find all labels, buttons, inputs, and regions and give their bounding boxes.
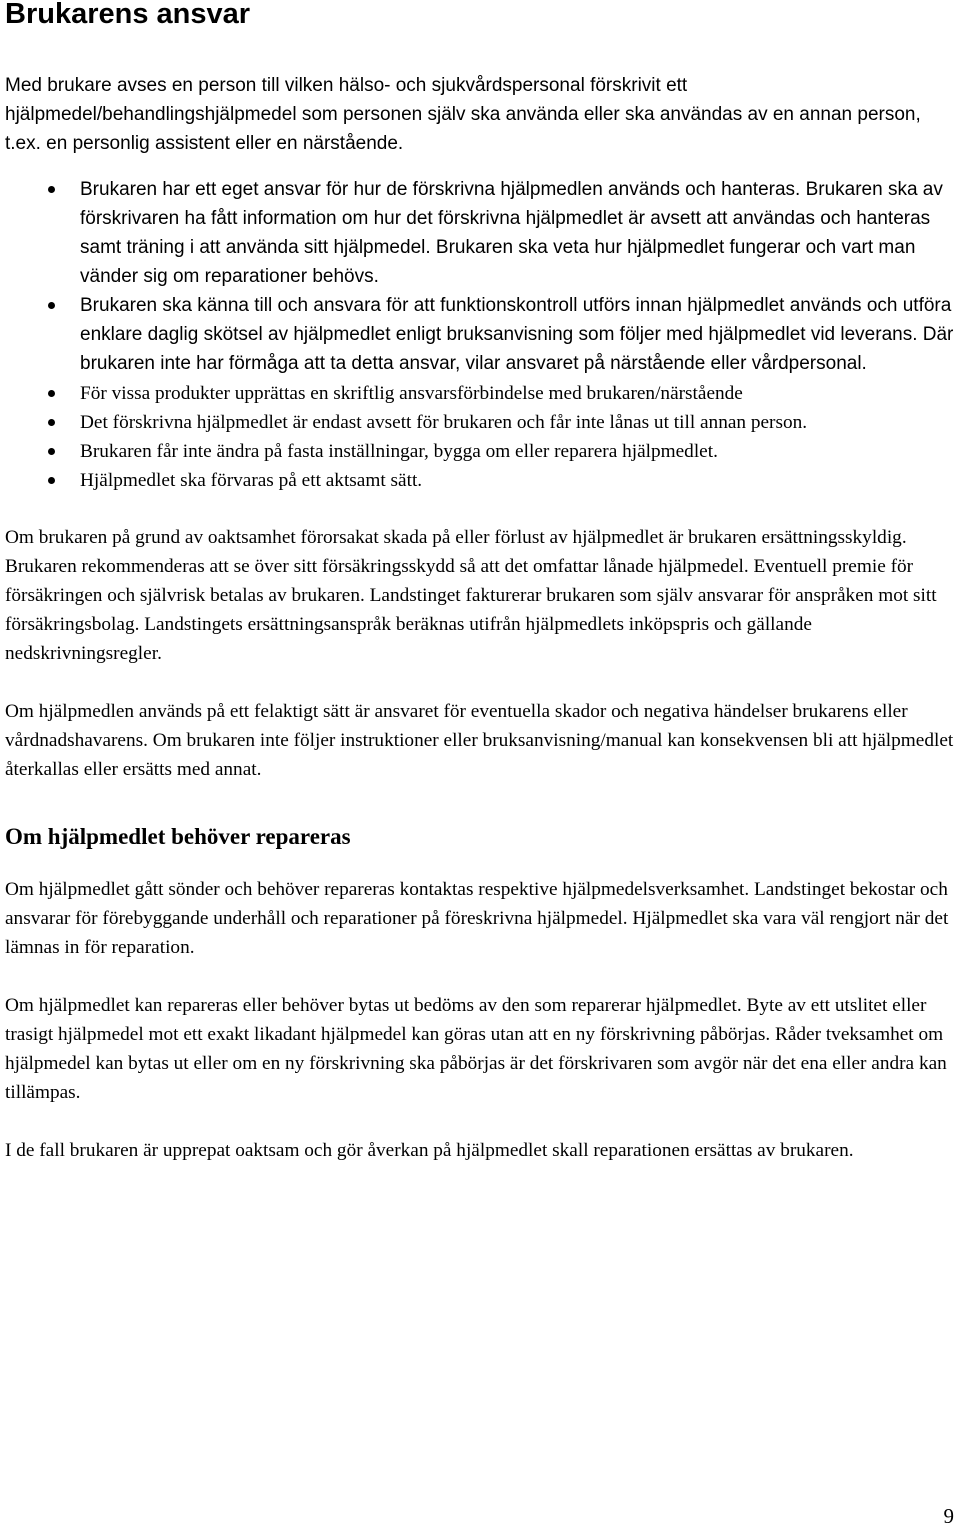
responsibility-list-continued xyxy=(5,379,955,495)
repair-paragraph-2: Om hjälpmedlet kan repareras eller behöver bytas ut bedöms av den som reparerar hjälpmedlet. Byte av ett utslitet eller trasigt hjälpmedel mot ett exakt likadant hjälpmedel kan göras utan att en ny förskrivning påbörjas. Råder tveksamhet om hjälpmedel kan bytas ut eller om en ny förskrivning ska påbörjas är det förskrivaren som avgör när det ena eller andra kan tillämpas. xyxy=(5,995,947,1103)
list-item xyxy=(5,379,955,408)
bullet-icon xyxy=(48,390,55,397)
list-item-text: Brukaren ska känna till och ansvara för att funktionskontroll utförs innan hjälpmedlet används och utföra enklare daglig skötsel av hjälpmedlet enligt bruksanvisning som följer med hjälpmedlet vid leverans. Där brukaren inte har förmåga att ta detta ansvar, vilar ansvaret på närstående eller vårdpersonal. xyxy=(80,295,954,374)
intro-paragraph: Med brukare avses en person till vilken hälso- och sjukvårdspersonal förskrivit ett hjälpmedel/behandlingshjälpmedel som personen själv ska använda eller ska användas av en annan person, t.ex. en personlig assistent eller en närstående. xyxy=(5,75,921,154)
bullet-icon xyxy=(48,477,55,484)
bullet-icon xyxy=(48,302,55,309)
damage-paragraph: Om brukaren på grund av oaktsamhet förorsakat skada på eller förlust av hjälpmedlet är brukaren ersättningsskyldig. Brukaren rekommenderas att se över sitt försäkringsskydd så att det omfattar lånade hjälpmedel. Eventuell premie för försäkringen och självrisk betalas av brukaren. Landstinget fakturerar brukaren som själv ansvarar för anspråken mot sitt försäkringsbolag. Landstingets ersättningsanspråk beräknas utifrån hjälpmedlets inköpspris och gällande nedskrivningsregler. xyxy=(5,527,937,664)
repair-paragraph-1: Om hjälpmedlet gått sönder och behöver repareras kontaktas respektive hjälpmedelsverksamhet. Landstinget bekostar och ansvarar för förebyggande underhåll och reparationer på föreskrivna hjälpmedel. Hjälpmedlet ska vara väl rengjort när det lämnas in för reparation. xyxy=(5,879,949,958)
list-item xyxy=(5,291,955,378)
list-item xyxy=(5,466,955,495)
repair-paragraph-3: I de fall brukaren är upprepat oaktsam och gör åverkan på hjälpmedlet skall reparationen ersättas av brukaren. xyxy=(5,1140,854,1161)
list-item xyxy=(5,437,955,466)
heading-brukarens-ansvar: Brukarens ansvar xyxy=(5,0,251,30)
bullet-icon xyxy=(48,448,55,455)
list-item-text: Hjälpmedlet ska förvaras på ett aktsamt sätt. xyxy=(80,470,423,491)
list-item xyxy=(5,175,955,291)
list-item-text: För vissa produkter upprättas en skriftlig ansvarsförbindelse med brukaren/närstående xyxy=(80,383,743,404)
bullet-icon xyxy=(48,186,55,193)
list-item xyxy=(5,408,955,437)
bullet-icon xyxy=(48,419,55,426)
responsibility-list xyxy=(5,175,955,378)
page-number: 9 xyxy=(943,1504,954,1528)
document-page xyxy=(5,0,955,1165)
list-item-text: Det förskrivna hjälpmedlet är endast avsett för brukaren och får inte lånas ut till annan person. xyxy=(80,412,808,433)
misuse-paragraph: Om hjälpmedlen används på ett felaktigt sätt är ansvaret för eventuella skador och negativa händelser brukarens eller vårdnadshavarens. Om brukaren inte följer instruktioner eller bruksanvisning/manual kan konsekvensen bli att hjälpmedlet återkallas eller ersätts med annat. xyxy=(5,701,954,780)
list-item-text: Brukaren har ett eget ansvar för hur de förskrivna hjälpmedlen används och hanteras. Brukaren ska av förskrivaren ha fått information om hur det förskrivna hjälpmedlet är avsett att användas och hanteras samt träning i att använda sitt hjälpmedel. Brukaren ska veta hur hjälpmedlet fungerar och vart man vänder sig om reparationer behövs. xyxy=(80,179,943,287)
list-item-text: Brukaren får inte ändra på fasta inställningar, bygga om eller reparera hjälpmedlet. xyxy=(80,441,718,462)
heading-repair: Om hjälpmedlet behöver repareras xyxy=(5,824,351,849)
